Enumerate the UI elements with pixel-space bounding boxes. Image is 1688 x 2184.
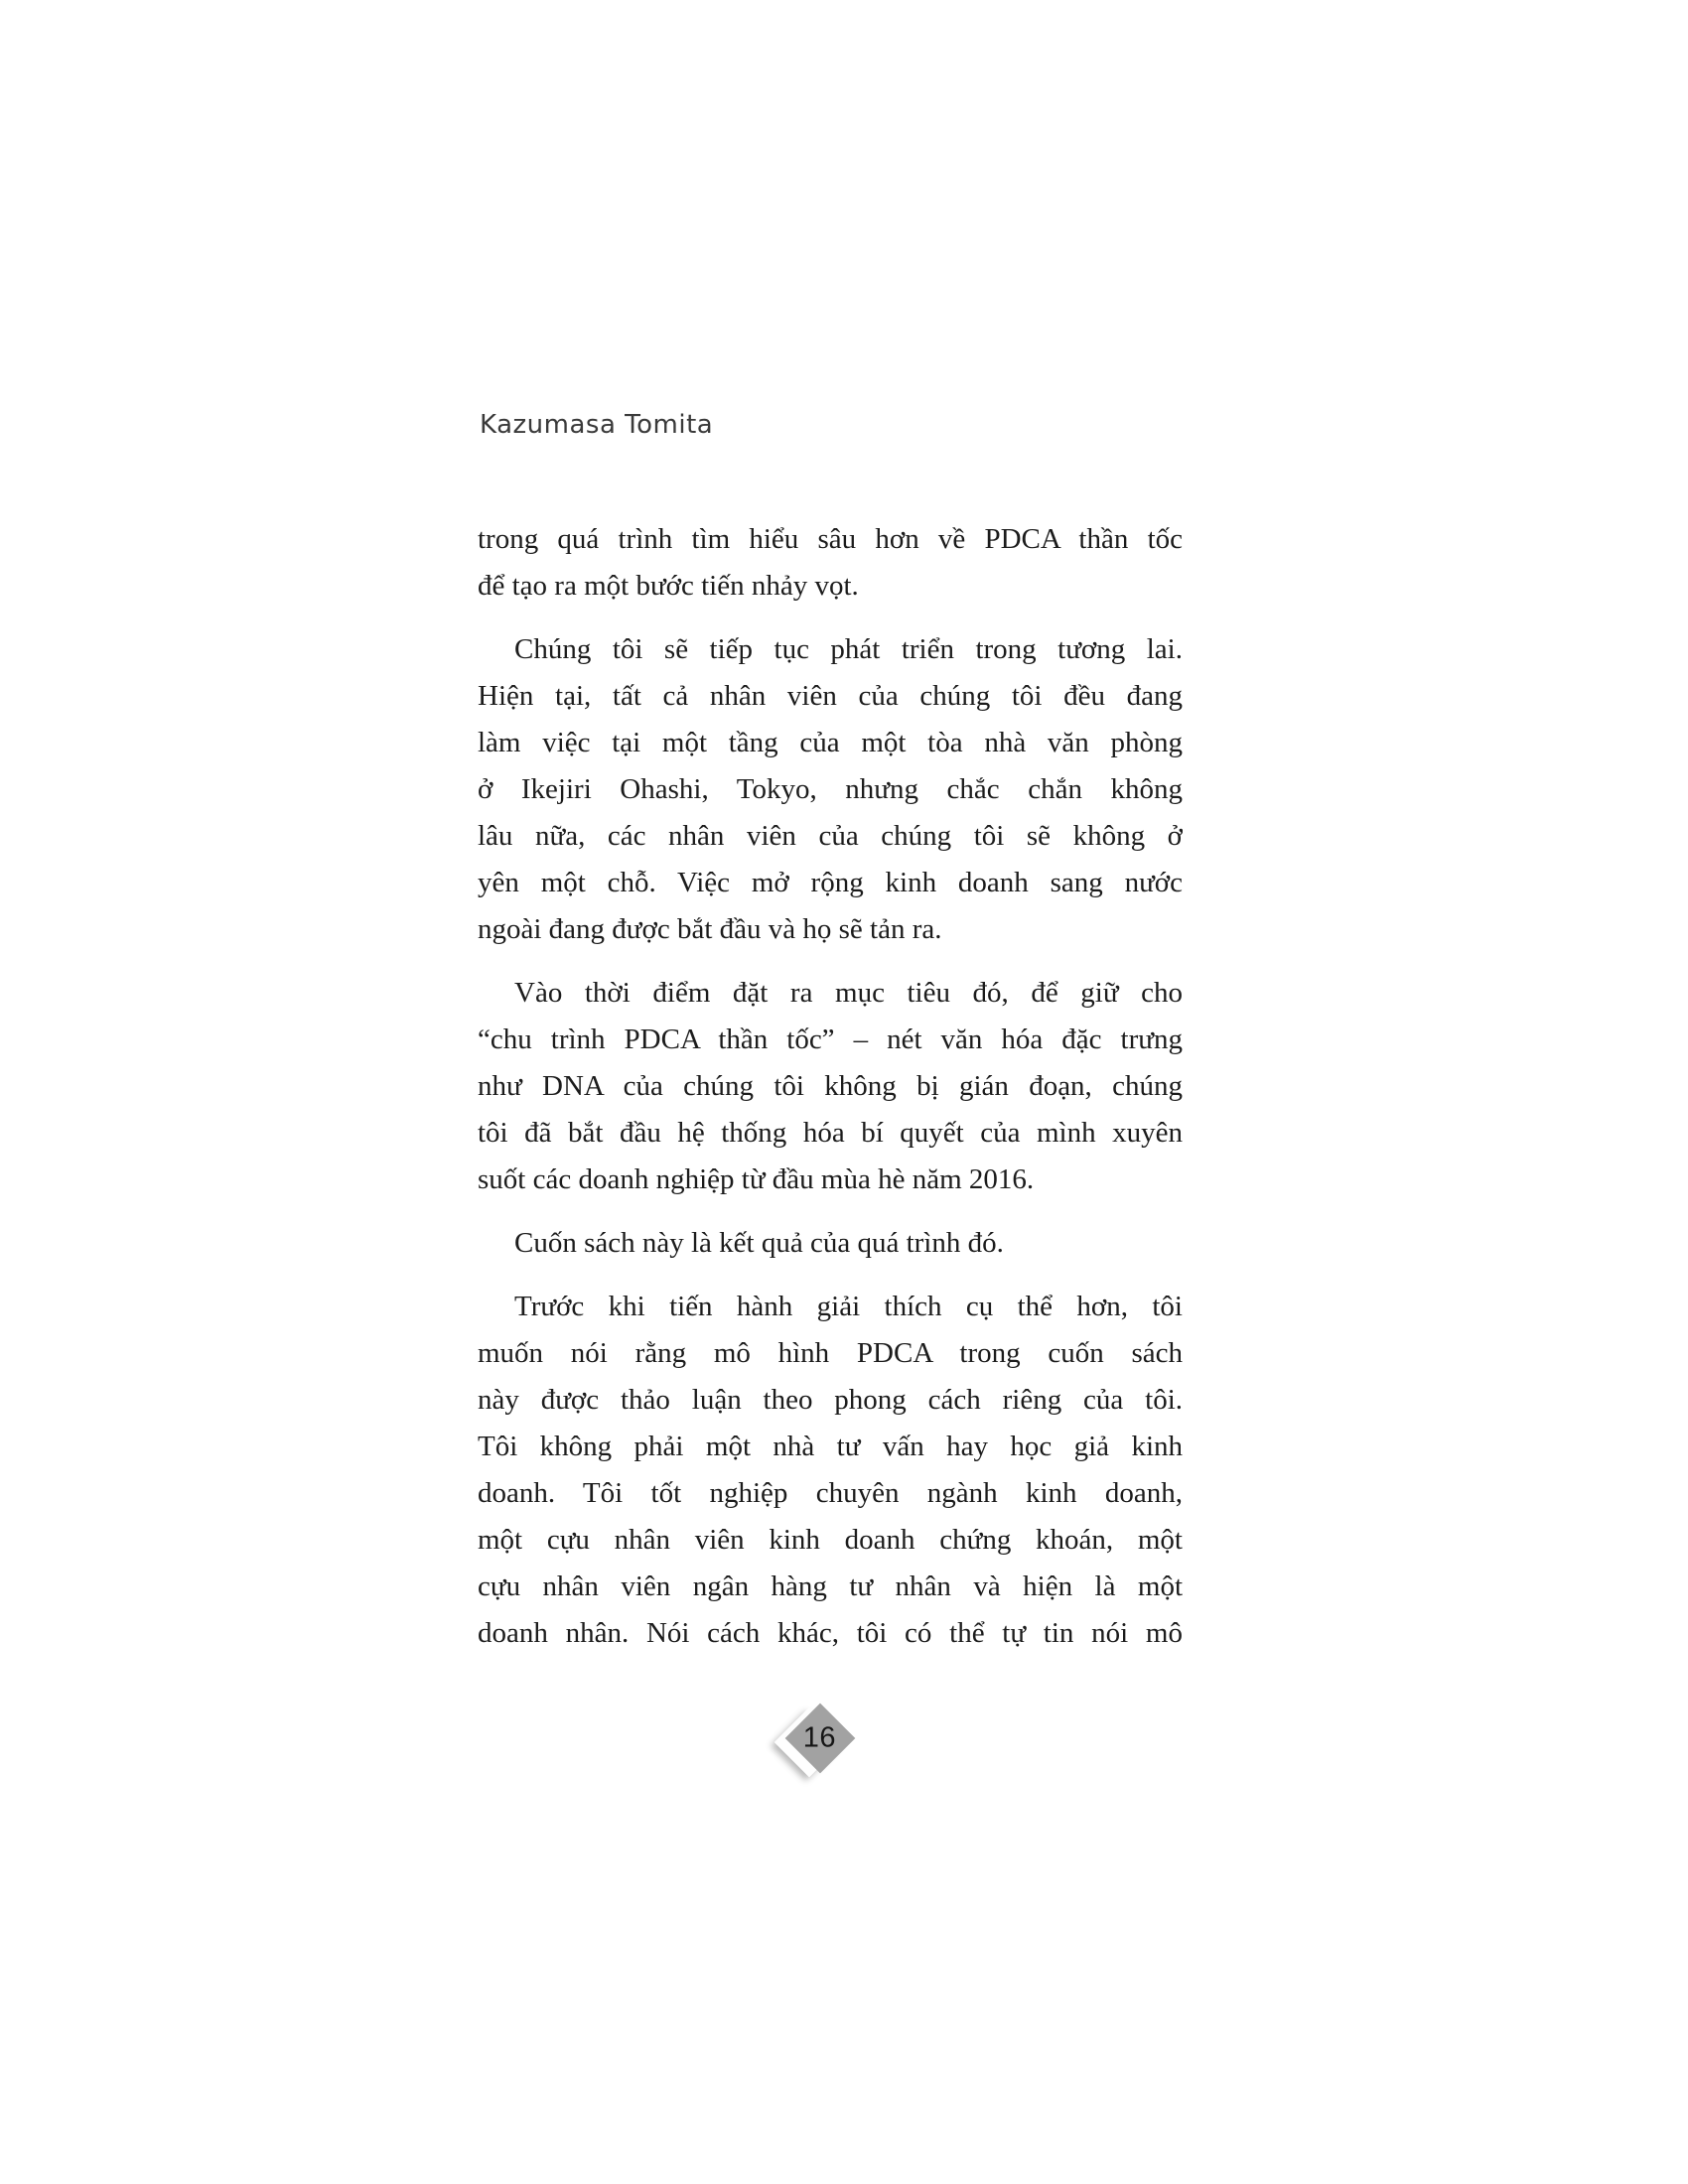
text-line: Cuốn sách này là kết quả của quá trình đó. [514,1227,1004,1259]
text-line: ở Ikejiri Ohashi, Tokyo, nhưng chắc chắn không [478,773,1183,805]
paragraph [478,626,1183,953]
text-line: Tôi không phải một nhà tư vấn hay học giả kinh [478,1431,1183,1462]
text-line: Hiện tại, tất cả nhân viên của chúng tôi đều đang [478,680,1183,712]
running-header-author: Kazumasa Tomita [480,410,714,440]
text-line: làm việc tại một tầng của một tòa nhà văn phòng [478,727,1183,758]
text-line: này được thảo luận theo phong cách riêng của tôi. [478,1384,1183,1416]
text-line: ngoài đang được bắt đầu và họ sẽ tản ra. [478,913,942,945]
text-line: để tạo ra một bước tiến nhảy vọt. [478,570,859,602]
paragraph [478,1284,1183,1657]
text-line: Trước khi tiến hành giải thích cụ thể hơn, tôi [514,1291,1183,1322]
text-line: suốt các doanh nghiệp từ đầu mùa hè năm 2016. [478,1163,1035,1195]
paragraph [478,1220,1183,1267]
text-line: doanh nhân. Nói cách khác, tôi có thể tự tin nói mô [478,1617,1183,1649]
text-line: Vào thời điểm đặt ra mục tiêu đó, để giữ cho [514,977,1183,1009]
text-line: tôi đã bắt đầu hệ thống hóa bí quyết của mình xuyên [478,1117,1183,1149]
text-line: “chu trình PDCA thần tốc” – nét văn hóa đặc trưng [478,1024,1183,1055]
text-line: doanh. Tôi tốt nghiệp chuyên ngành kinh doanh, [478,1477,1183,1509]
page-number-badge [780,1699,860,1778]
text-line: trong quá trình tìm hiểu sâu hơn về PDCA thần tốc [478,523,1183,555]
text-line: muốn nói rằng mô hình PDCA trong cuốn sách [478,1337,1183,1369]
text-line: Chúng tôi sẽ tiếp tục phát triển trong tương lai. [514,633,1183,665]
text-line: yên một chỗ. Việc mở rộng kinh doanh sang nước [478,867,1183,898]
text-line: một cựu nhân viên kinh doanh chứng khoán, một [478,1524,1183,1556]
text-line: cựu nhân viên ngân hàng tư nhân và hiện là một [478,1570,1183,1602]
paragraph [478,516,1183,610]
text-line: lâu nữa, các nhân viên của chúng tôi sẽ không ở [478,820,1183,852]
paragraph [478,970,1183,1203]
text-line: như DNA của chúng tôi không bị gián đoạn, chúng [478,1070,1183,1102]
page-number: 16 [803,1721,837,1754]
body-text [478,516,1183,1657]
